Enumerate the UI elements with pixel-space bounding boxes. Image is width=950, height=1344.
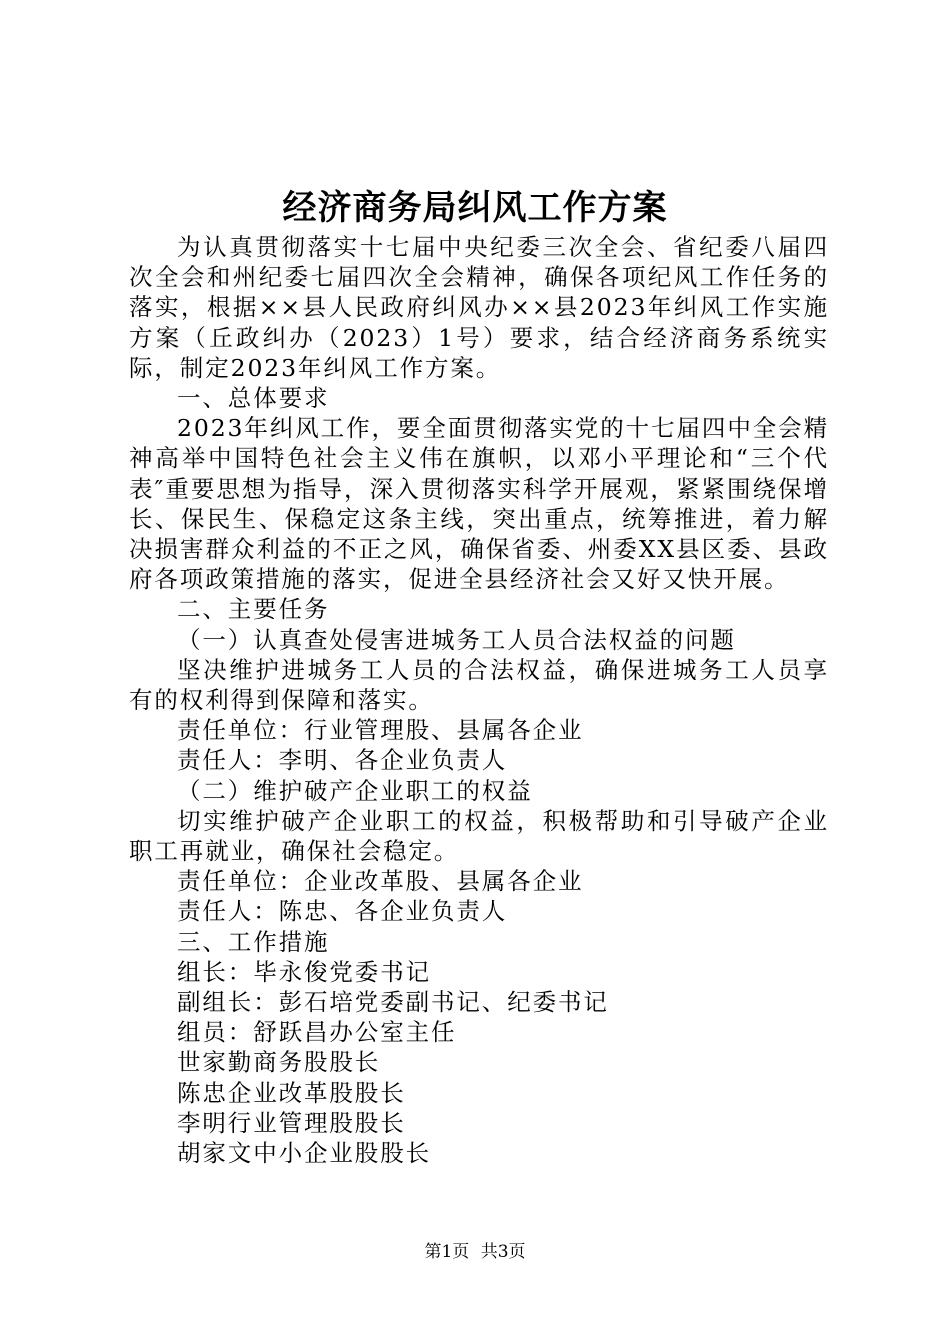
member-line: 世家勤商务股股长 <box>177 1048 381 1077</box>
document-title: 经济商务局纠风工作方案 <box>282 188 668 228</box>
task-1-responsible-unit: 责任单位：行业管理股、县属各企业 <box>177 716 584 745</box>
deputy-leader-line: 副组长：彭石培党委副书记、纪委书记 <box>177 988 609 1017</box>
document-body <box>129 232 829 1168</box>
task-2-paragraph: 切实维护破产企业职工的权益，积极帮助和引导破产企业职工再就业，确保社会稳定。 <box>129 806 829 866</box>
intro-paragraph: 为认真贯彻落实十七届中央纪委三次全会、省纪委八届四次全会和州纪委七届四次全会精神，确保各项纪风工作任务的落实，根据××县人民政府纠风办××县2023年纠风工作实施方案（丘政纠办（2023）1号）要求，结合经济商务系统实际，制定2023年纠风工作方案。 <box>129 233 829 382</box>
group-leader-line: 组长：毕永俊党委书记 <box>177 957 431 986</box>
member-line: 陈忠企业改革股股长 <box>177 1078 406 1107</box>
task-2-heading: （二）维护破产企业职工的权益 <box>177 776 533 805</box>
task-1-responsible-person: 责任人：李明、各企业负责人 <box>177 746 508 775</box>
task-2-responsible-person: 责任人：陈忠、各企业负责人 <box>177 897 508 926</box>
member-line: 胡家文中小企业股股长 <box>177 1139 431 1168</box>
task-2-responsible-unit: 责任单位：企业改革股、县属各企业 <box>177 867 584 896</box>
section-heading-main-tasks: 二、主要任务 <box>177 595 330 624</box>
section-heading-general-requirements: 一、总体要求 <box>177 384 330 413</box>
general-requirements-paragraph: 2023年纠风工作，要全面贯彻落实党的十七届四中全会精神高举中国特色社会主义伟在旗帜，以邓小平理论和“三个代表″重要思想为指导，深入贯彻落实科学开展观，紧紧围绕保增长、保民生、保稳定这条主线，突出重点，统筹推进，着力解决损害群众利益的不正之风，确保省委、州委XX县区委、县政府各项政策措施的落实，促进全县经济社会又好又快开展。 <box>129 414 829 594</box>
section-heading-work-measures: 三、工作措施 <box>177 927 330 956</box>
page-number-footer: 第1页 共3页 <box>424 1242 526 1262</box>
task-1-heading: （一）认真查处侵害进城务工人员合法权益的问题 <box>177 625 736 654</box>
task-1-paragraph: 坚决维护进城务工人员的合法权益，确保进城务工人员享有的权利得到保障和落实。 <box>129 655 829 715</box>
group-member-line: 组员：舒跃昌办公室主任 <box>177 1018 457 1047</box>
member-line: 李明行业管理股股长 <box>177 1108 406 1137</box>
